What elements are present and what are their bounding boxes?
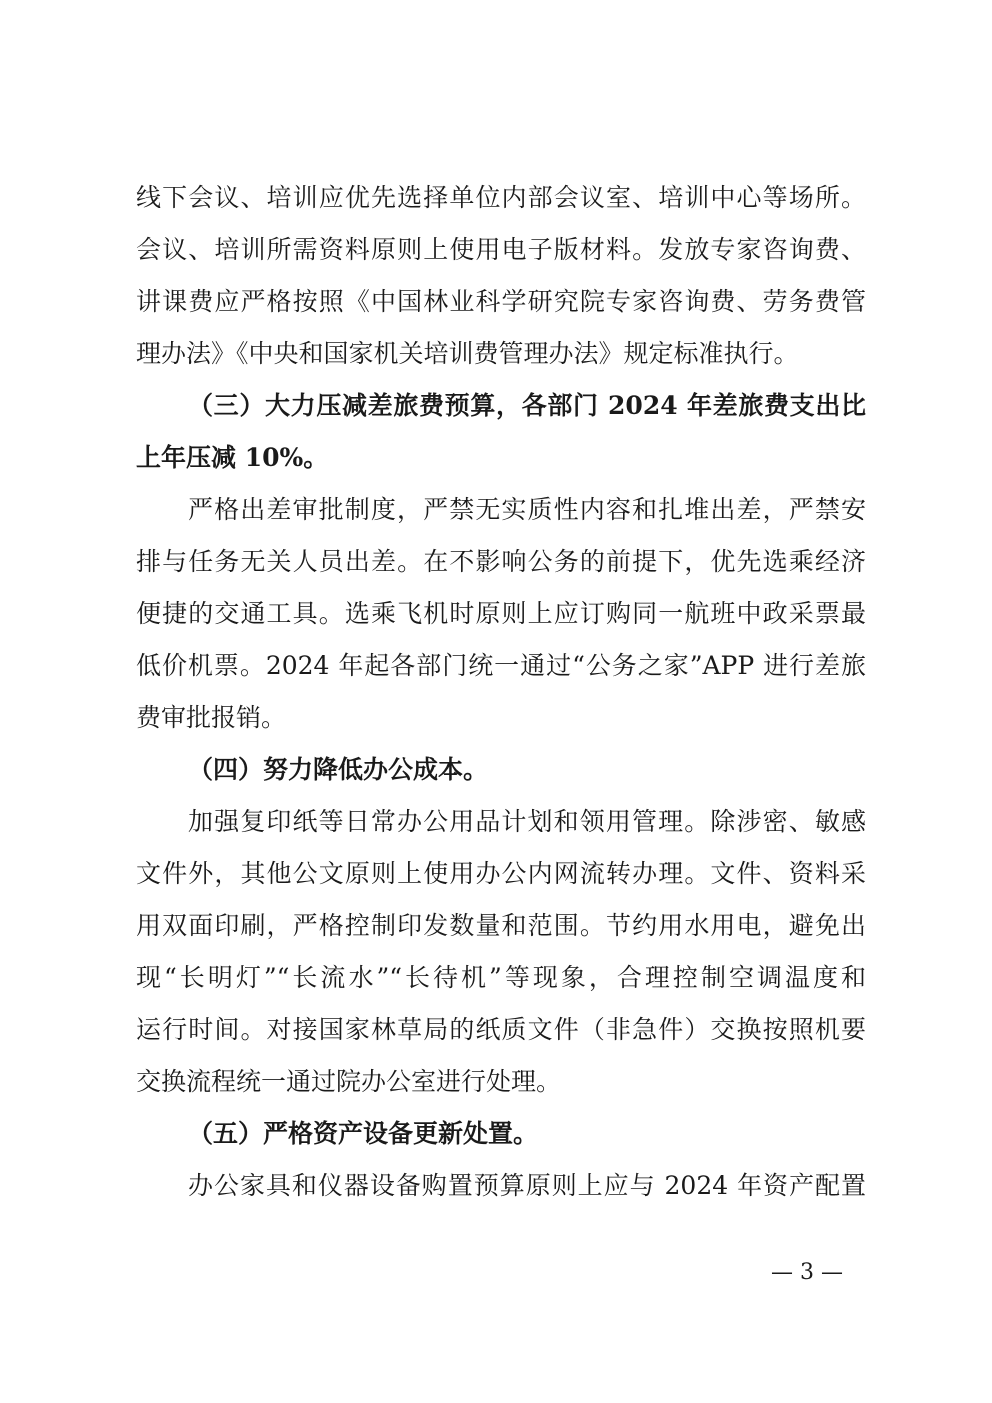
section-heading-5: （五）严格资产设备更新处置。 xyxy=(188,1119,539,1148)
paragraph-line: 讲课费应严格按照《中国林业科学研究院专家咨询费、劳务费管 xyxy=(136,287,866,316)
paragraph-line: 文件外，其他公文原则上使用办公内网流转办理。文件、资料采 xyxy=(136,859,866,888)
section-heading-4: （四）努力降低办公成本。 xyxy=(188,755,489,784)
paragraph-line: 交换流程统一通过院办公室进行处理。 xyxy=(136,1067,562,1096)
paragraph-line: 理办法》《中央和国家机关培训费管理办法》规定标准执行。 xyxy=(136,339,799,368)
paragraph-line: 办公家具和仪器设备购置预算原则上应与 2024 年资产配置 xyxy=(188,1171,866,1200)
paragraph-line: 严格出差审批制度，严禁无实质性内容和扎堆出差，严禁安 xyxy=(188,495,866,524)
paragraph-line: 用双面印刷，严格控制印发数量和范围。节约用水用电，避免出 xyxy=(136,911,866,940)
section-heading-3: （三）大力压减差旅费预算，各部门 2024 年差旅费支出比 xyxy=(188,391,866,420)
paragraph-line: 排与任务无关人员出差。在不影响公务的前提下，优先选乘经济 xyxy=(136,547,866,576)
page-number: — 3 — xyxy=(771,1260,843,1285)
paragraph-line: 便捷的交通工具。选乘飞机时原则上应订购同一航班中政采票最 xyxy=(136,599,866,628)
paragraph-line: 会议、培训所需资料原则上使用电子版材料。发放专家咨询费、 xyxy=(136,235,866,264)
paragraph-line: 费审批报销。 xyxy=(136,703,287,732)
paragraph-line: 运行时间。对接国家林草局的纸质文件（非急件）交换按照机要 xyxy=(136,1015,866,1044)
section-heading-3-continued: 上年压减 10%。 xyxy=(136,443,329,472)
paragraph-line: 加强复印纸等日常办公用品计划和领用管理。除涉密、敏感 xyxy=(188,807,866,836)
paragraph-line: 线下会议、培训应优先选择单位内部会议室、培训中心等场所。 xyxy=(136,183,866,212)
paragraph-line: 低价机票。2024 年起各部门统一通过“公务之家”APP 进行差旅 xyxy=(136,651,866,680)
paragraph-line: 现“长明灯”“长流水”“长待机”等现象，合理控制空调温度和 xyxy=(136,963,866,992)
